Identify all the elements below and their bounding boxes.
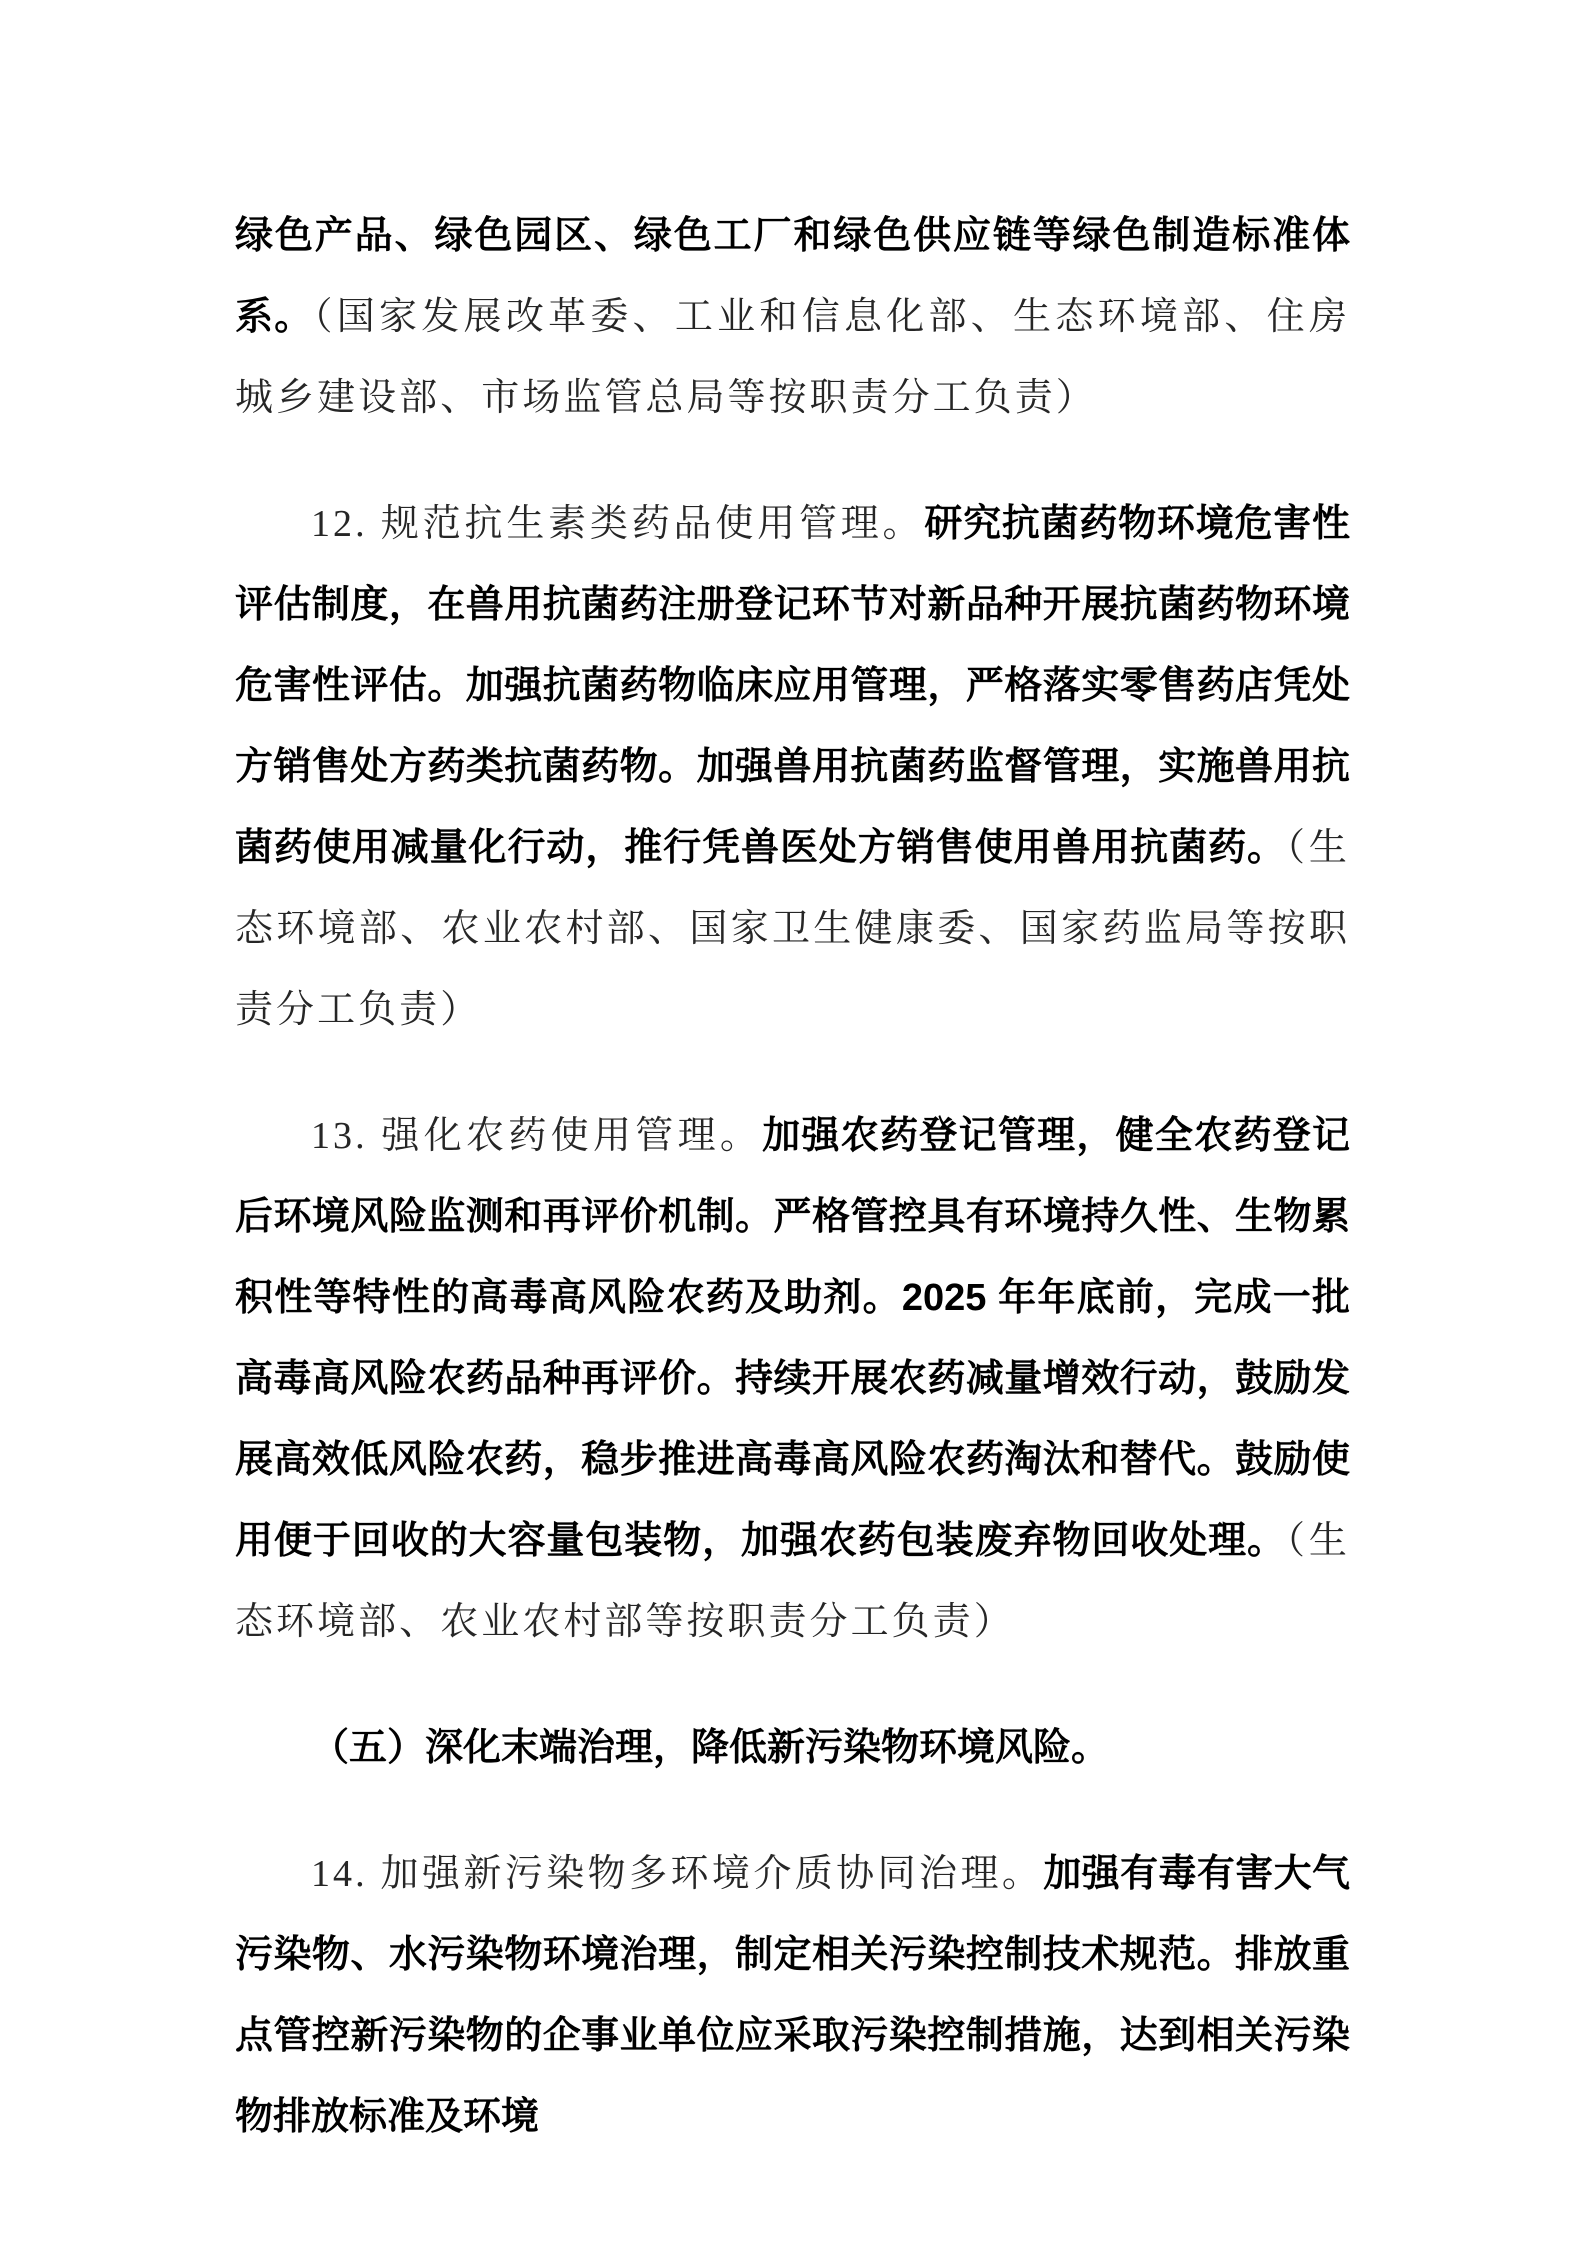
agency-attribution-text: （国家发展改革委、工业和信息化部、生态环境部、住房城乡建设部、市场监管总局等按职责分工负责）: [235, 296, 1350, 419]
item-lead-text: 14. 加强新污染物多环境介质协同治理。: [311, 1853, 1044, 1895]
agency-attribution-text: （生态环境部、农业农村部等按职责分工负责）: [235, 1520, 1350, 1643]
para-section-5-heading: [235, 1708, 1350, 1789]
para-green-manufacturing-continued: [235, 196, 1350, 439]
policy-body-text: 加强有毒有害大气污染物、水污染物环境治理，制定相关污染控制技术规范。排放重点管控新污染物的企事业单位应采取污染控制措施，达到相关污染物排放标准及环境: [235, 1853, 1350, 2138]
para-item-14-multimedia-cotreatment: [235, 1834, 1350, 2158]
section-heading-text: （五）深化末端治理，降低新污染物环境风险。: [311, 1727, 1110, 1769]
policy-body-text: 绿色产品、绿色园区、绿色工厂和绿色供应链等绿色制造标准体系。: [235, 215, 1350, 338]
document-body: [235, 196, 1350, 2158]
agency-attribution-text: （生态环境部、农业农村部、国家卫生健康委、国家药监局等按职责分工负责）: [235, 827, 1350, 1031]
item-lead-text: 12. 规范抗生素类药品使用管理。: [311, 503, 925, 545]
item-lead-text: 13. 强化农药使用管理。: [311, 1115, 763, 1157]
policy-body-text: 研究抗菌药物环境危害性评估制度，在兽用抗菌药注册登记环节对新品种开展抗菌药物环境危害性评估。加强抗菌药物临床应用管理，严格落实零售药店凭处方销售处方药类抗菌药物。加强兽用抗菌药监督管理，实施兽用抗菌药使用减量化行动，推行凭兽医处方销售使用兽用抗菌药。: [235, 503, 1350, 869]
para-item-12-antibiotics-management: [235, 484, 1350, 1051]
para-item-13-pesticide-management: [235, 1096, 1350, 1663]
policy-body-text: 加强农药登记管理，健全农药登记后环境风险监测和再评价机制。严格管控具有环境持久性、生物累积性等特性的高毒高风险农药及助剂。2025 年年底前，完成一批高毒高风险农药品种再评价。持续开展农药减量增效行动，鼓励发展高效低风险农药，稳步推进高毒高风险农药淘汰和替代。鼓励使用便于回收的大容量包装物，加强农药包装废弃物回收处理。: [235, 1115, 1350, 1562]
